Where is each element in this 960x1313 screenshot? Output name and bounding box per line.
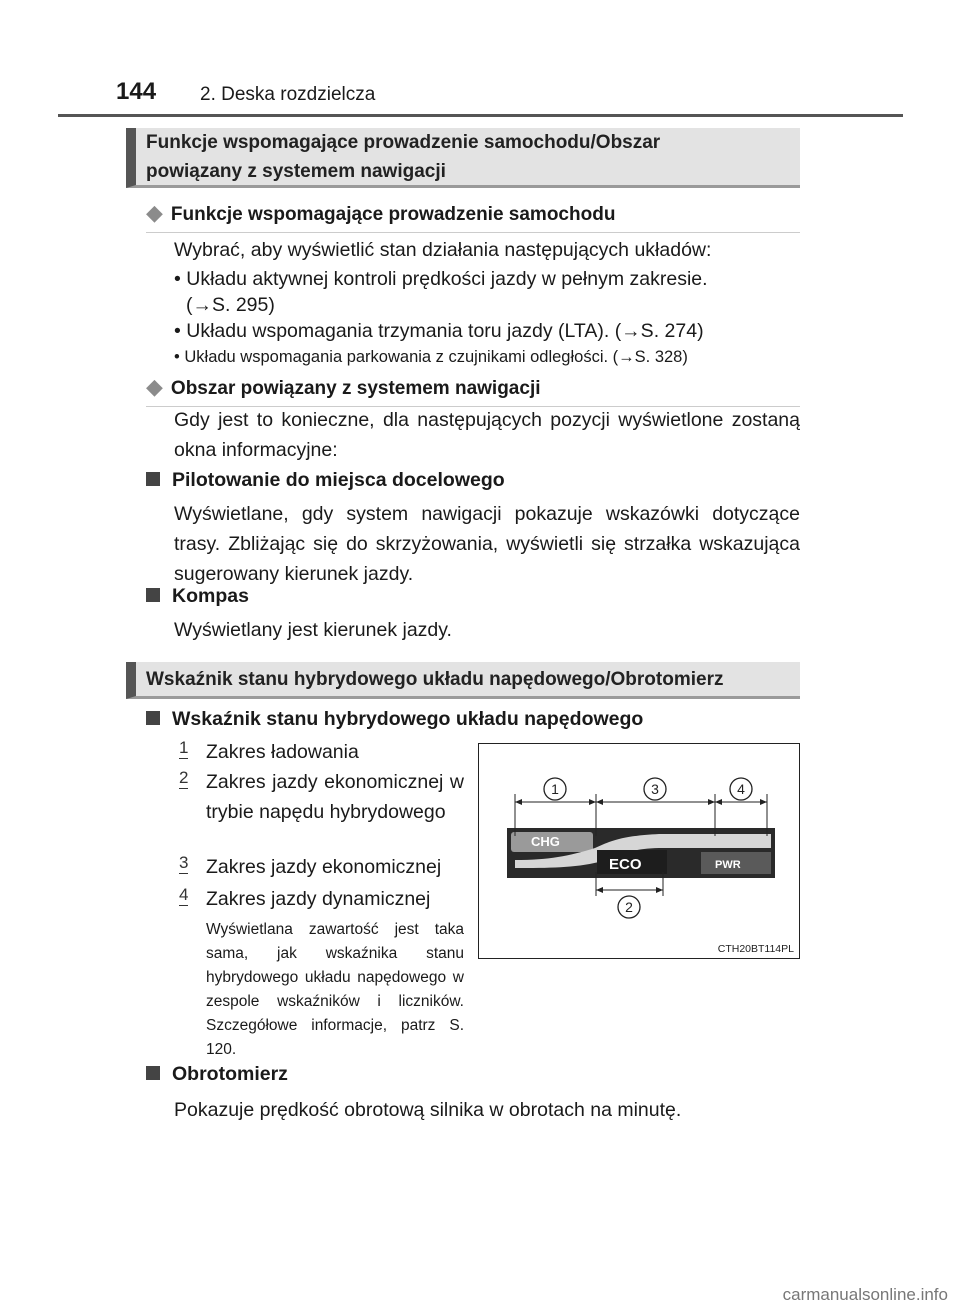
diamond-icon: ◆ bbox=[146, 200, 163, 225]
figure-code: CTH20BT114PL bbox=[717, 943, 794, 955]
tachometer-title: Obrotomierz bbox=[172, 1063, 288, 1085]
section-title-line1: Funkcje wspomagające prowadzenie samochodu/Obszar bbox=[146, 131, 661, 153]
list-item bbox=[174, 852, 464, 882]
subsection-title: Funkcje wspomagające prowadzenie samochodu bbox=[170, 204, 616, 225]
pwr-label: PWR bbox=[715, 859, 741, 871]
subsection-navigation bbox=[146, 374, 800, 407]
square-bullet-icon bbox=[146, 472, 160, 486]
subsection-title: Obszar powiązany z systemem nawigacji bbox=[170, 378, 541, 399]
chg-label: CHG bbox=[531, 834, 560, 849]
section-header-hybrid bbox=[126, 662, 800, 699]
list-text: Zakres jazdy ekonomicznej bbox=[206, 856, 442, 878]
route-guidance-heading bbox=[146, 469, 505, 492]
section-header-driving-assist bbox=[126, 128, 800, 188]
diamond-icon: ◆ bbox=[146, 374, 163, 399]
square-bullet-icon bbox=[146, 1066, 160, 1080]
callout-2: 2 bbox=[625, 899, 633, 915]
hybrid-indicator-figure bbox=[478, 743, 800, 959]
subsection-driving-assist bbox=[146, 200, 800, 233]
callout-3: 3 bbox=[651, 781, 659, 797]
callout-4: 4 bbox=[737, 781, 745, 797]
compass-title: Kompas bbox=[172, 585, 249, 607]
route-guidance-title: Pilotowanie do miejsca docelowego bbox=[172, 469, 505, 491]
list-number: 3 bbox=[179, 853, 189, 872]
bullet-acc-ref: (→S. 295) bbox=[186, 294, 275, 316]
watermark: carmanualsonline.info bbox=[782, 1285, 948, 1304]
list-text: Zakres jazdy dynamicznej bbox=[206, 888, 431, 910]
hybrid-indicator-title: Wskaźnik stanu hybrydowego układu napędowego bbox=[172, 708, 644, 730]
list-item bbox=[174, 737, 464, 767]
compass-text: Wyświetlany jest kierunek jazdy. bbox=[174, 619, 452, 641]
page-number: 144 bbox=[116, 78, 157, 105]
list-item bbox=[174, 884, 464, 914]
tachometer-heading bbox=[146, 1063, 288, 1086]
list-text: Zakres ładowania bbox=[206, 741, 359, 763]
eco-label: ECO bbox=[609, 856, 642, 873]
section-title: Wskaźnik stanu hybrydowego układu napędowego/Obrotomierz bbox=[146, 668, 724, 690]
callout-1: 1 bbox=[551, 781, 559, 797]
list-text: Zakres jazdy ekonomicznej w trybie napędu hybrydowego bbox=[206, 771, 464, 823]
header-rule bbox=[58, 114, 903, 117]
tachometer-text: Pokazuje prędkość obrotową silnika w obrotach na minutę. bbox=[174, 1099, 682, 1121]
list-item bbox=[174, 767, 464, 827]
bullet-acc: • Układu aktywnej kontroli prędkości jazdy w pełnym zakresie. bbox=[174, 268, 708, 290]
section-title-line2: powiązany z systemem nawigacji bbox=[146, 160, 446, 182]
square-bullet-icon bbox=[146, 711, 160, 725]
list-number: 1 bbox=[179, 738, 189, 757]
navigation-text: Gdy jest to konieczne, dla następujących pozycji wyświetlone zostaną okna informacyjne: bbox=[174, 409, 800, 461]
list-number: 4 bbox=[179, 885, 189, 904]
hybrid-indicator-diagram bbox=[479, 744, 801, 960]
driving-assist-intro: Wybrać, aby wyświetlić stan działania następujących układów: bbox=[174, 239, 712, 261]
list-number: 2 bbox=[179, 768, 189, 787]
compass-heading bbox=[146, 585, 249, 608]
square-bullet-icon bbox=[146, 588, 160, 602]
route-guidance-text: Wyświetlane, gdy system nawigacji pokazuje wskazówki dotyczące trasy. Zbliżając się do skrzyżowania, wyświetli się strzałka wskazująca sugerowany kierunek jazdy. bbox=[174, 503, 800, 585]
hybrid-indicator-heading bbox=[146, 708, 643, 731]
chapter-title: 2. Deska rozdzielcza bbox=[200, 84, 376, 105]
bullet-parking: • Układu wspomagania parkowania z czujnikami odległości. (→S. 328) bbox=[174, 348, 688, 366]
indicator-note: Wyświetlana zawartość jest taka sama, jak wskaźnika stanu hybrydowego układu napędowego w zespole wskaźników i liczników. Szczegółowe informacje, patrz S. 120. bbox=[206, 921, 464, 1058]
bullet-lta: • Układu wspomagania trzymania toru jazdy (LTA). (→S. 274) bbox=[174, 320, 704, 342]
